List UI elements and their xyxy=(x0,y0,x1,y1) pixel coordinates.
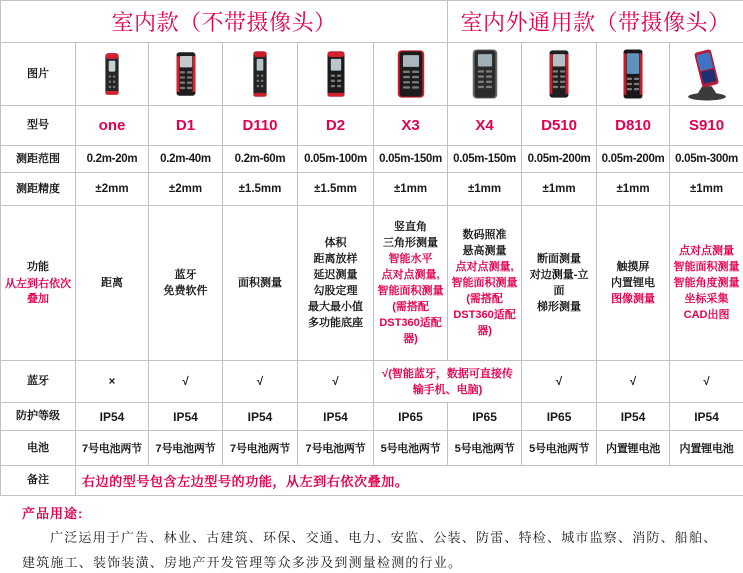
model-name-cell: D510 xyxy=(522,106,597,146)
function-row xyxy=(1,206,743,361)
indoor-category-title: 室内款（不带摄像头） xyxy=(1,1,448,43)
function-item: 对边测量-立 xyxy=(529,269,589,281)
laser-meter-d810-image xyxy=(599,45,667,103)
protection-cell: IP54 xyxy=(149,403,223,431)
function-item: 距离 xyxy=(101,277,123,289)
accuracy-cell: ±2mm xyxy=(149,173,223,206)
function-item: (需搭配 xyxy=(466,293,503,305)
protection-cell: IP54 xyxy=(597,403,670,431)
product-image-cell xyxy=(374,43,448,106)
function-item: 竖直角 xyxy=(394,221,428,233)
function-item: 点对点测量, xyxy=(455,261,514,273)
function-item: 免费软件 xyxy=(163,285,208,297)
range-cell: 0.05m-100m xyxy=(298,146,374,173)
battery-cell: 内置锂电池 xyxy=(597,431,670,466)
model-row-label: 型号 xyxy=(1,106,76,146)
battery-cell: 5号电池两节 xyxy=(522,431,597,466)
bluetooth-cell: √ xyxy=(670,361,743,403)
function-item: 智能角度测量 xyxy=(673,277,740,289)
function-item: 触摸屏 xyxy=(616,261,650,273)
function-cell xyxy=(448,206,522,361)
bluetooth-cell: √ xyxy=(597,361,670,403)
function-item: 面 xyxy=(553,285,565,297)
laser-meter-d510-image xyxy=(525,45,593,103)
battery-cell: 7号电池两节 xyxy=(76,431,149,466)
usage-text-line: 建筑施工、装饰装潢、房地产开发管理等众多涉及到测量检测的行业。 xyxy=(22,555,463,570)
product-image-cell xyxy=(149,43,223,106)
protection-row-label: 防护等级 xyxy=(1,403,76,431)
function-item: 器) xyxy=(477,325,492,337)
accuracy-cell: ±1mm xyxy=(670,173,743,206)
accuracy-cell: ±1.5mm xyxy=(298,173,374,206)
bluetooth-cell: √ xyxy=(522,361,597,403)
function-cell xyxy=(298,206,374,361)
product-image-cell xyxy=(76,43,149,106)
battery-cell: 内置锂电池 xyxy=(670,431,743,466)
function-row-label xyxy=(1,206,76,361)
model-name-cell: S910 xyxy=(670,106,743,146)
function-cell xyxy=(149,206,223,361)
accuracy-cell: ±2mm xyxy=(76,173,149,206)
accuracy-cell: ±1mm xyxy=(522,173,597,206)
range-cell: 0.05m-150m xyxy=(448,146,522,173)
accuracy-row-label: 测距精度 xyxy=(1,173,76,206)
battery-cell: 7号电池两节 xyxy=(223,431,298,466)
laser-meter-d1-image xyxy=(152,45,220,103)
laser-meter-d2-image xyxy=(302,45,370,103)
accuracy-cell: ±1.5mm xyxy=(223,173,298,206)
image-row xyxy=(1,43,743,106)
battery-cell: 5号电池两节 xyxy=(448,431,522,466)
protection-cell: IP54 xyxy=(670,403,743,431)
product-image-cell xyxy=(448,43,522,106)
range-cell: 0.2m-20m xyxy=(76,146,149,173)
function-item: 面积测量 xyxy=(238,277,282,289)
model-row xyxy=(1,106,743,146)
product-image-cell xyxy=(522,43,597,106)
protection-cell: IP54 xyxy=(298,403,374,431)
accuracy-cell: ±1mm xyxy=(374,173,448,206)
bluetooth-row-label: 蓝牙 xyxy=(1,361,76,403)
bluetooth-cell: × xyxy=(76,361,149,403)
range-cell: 0.05m-150m xyxy=(374,146,448,173)
product-image-cell xyxy=(670,43,743,106)
model-name-cell: one xyxy=(76,106,149,146)
function-item: 坐标采集 xyxy=(684,293,729,305)
model-name-cell: X4 xyxy=(448,106,522,146)
laser-meter-s910-image xyxy=(673,45,741,103)
battery-row-label: 电池 xyxy=(1,431,76,466)
outdoor-category-title: 室内外通用款（带摄像头） xyxy=(448,1,743,43)
function-item: 体积 xyxy=(324,237,347,249)
category-header-row xyxy=(1,1,743,43)
product-image-cell xyxy=(298,43,374,106)
usage-text-line: 广泛运用于广告、林业、古建筑、环保、交通、电力、安监、公装、防雷、特检、城市监察、消防、船舶、 xyxy=(50,530,718,545)
function-item: (需搭配 xyxy=(392,301,429,313)
laser-meter-x4-image xyxy=(451,45,519,103)
model-name-cell: X3 xyxy=(374,106,448,146)
range-row xyxy=(1,146,743,173)
smart-bluetooth-text: √(智能蓝牙，数据可直接传 xyxy=(382,367,513,380)
function-item: 勾股定理 xyxy=(313,285,358,297)
product-image-cell xyxy=(223,43,298,106)
function-item: 器) xyxy=(403,333,418,345)
function-cell xyxy=(76,206,149,361)
accuracy-cell: ±1mm xyxy=(597,173,670,206)
battery-row xyxy=(1,431,743,466)
protection-cell: IP65 xyxy=(374,403,448,431)
function-item: 三角形测量 xyxy=(383,237,439,249)
function-item: 断面测量 xyxy=(537,253,582,265)
remark-row xyxy=(1,466,743,496)
bluetooth-cell: √ xyxy=(223,361,298,403)
battery-cell: 5号电池两节 xyxy=(374,431,448,466)
model-name-cell: D810 xyxy=(597,106,670,146)
accuracy-row xyxy=(1,173,743,206)
model-name-cell: D2 xyxy=(298,106,374,146)
function-item: 最大最小值 xyxy=(308,301,363,313)
smart-bluetooth-text: 输手机、电脑) xyxy=(412,383,483,396)
model-name-cell: D1 xyxy=(149,106,223,146)
range-cell: 0.2m-40m xyxy=(149,146,223,173)
range-cell: 0.2m-60m xyxy=(223,146,298,173)
function-item: 蓝牙 xyxy=(174,269,197,281)
range-cell: 0.05m-200m xyxy=(522,146,597,173)
function-label-note: 从左到右依次叠加 xyxy=(5,277,71,305)
comparison-table-body xyxy=(1,43,743,496)
protection-cell: IP65 xyxy=(448,403,522,431)
image-row-label: 图片 xyxy=(1,43,76,106)
function-item: DST360适配 xyxy=(453,309,516,321)
model-name-cell: D110 xyxy=(223,106,298,146)
battery-cell: 7号电池两节 xyxy=(149,431,223,466)
function-item: 内置锂电 xyxy=(611,277,656,289)
battery-cell: 7号电池两节 xyxy=(298,431,374,466)
range-cell: 0.05m-300m xyxy=(670,146,743,173)
laser-meter-one-image xyxy=(78,45,146,103)
range-row-label: 测距范围 xyxy=(1,146,76,173)
function-cell xyxy=(597,206,670,361)
function-item: 智能面积测量 xyxy=(673,261,740,273)
function-item: 悬高测量 xyxy=(462,245,507,257)
function-item: 智能面积测量 xyxy=(377,285,444,297)
bluetooth-cell: √ xyxy=(149,361,223,403)
function-item: 多功能底座 xyxy=(308,317,363,329)
function-item: 智能面积测量 xyxy=(451,277,518,289)
remark-text: 右边的型号包含左边型号的功能，从左到右依次叠加。 xyxy=(76,466,743,496)
function-item: 智能水平 xyxy=(388,253,433,265)
function-cell xyxy=(374,206,448,361)
function-item: 数码照准 xyxy=(462,229,507,241)
accuracy-cell: ±1mm xyxy=(448,173,522,206)
smart-bluetooth-cell xyxy=(374,361,522,403)
protection-cell: IP54 xyxy=(223,403,298,431)
function-label-text: 功能 xyxy=(27,260,49,273)
function-item: 点对点测量 xyxy=(679,245,735,257)
function-item: 点对点测量, xyxy=(381,269,440,281)
function-cell xyxy=(522,206,597,361)
remark-row-label: 备注 xyxy=(1,466,76,496)
laser-meter-d110-image xyxy=(226,45,294,103)
protection-cell: IP65 xyxy=(522,403,597,431)
function-item: 梯形测量 xyxy=(537,301,582,313)
bluetooth-cell: √ xyxy=(298,361,374,403)
function-item: 延迟测量 xyxy=(313,269,358,281)
function-cell xyxy=(223,206,298,361)
bluetooth-row xyxy=(1,361,743,403)
function-cell xyxy=(670,206,743,361)
function-item: 距离放样 xyxy=(313,253,358,265)
laser-meter-x3-image xyxy=(377,45,445,103)
protection-cell: IP54 xyxy=(76,403,149,431)
protection-row xyxy=(1,403,743,431)
usage-title: 产品用途: xyxy=(22,506,84,521)
function-item: CAD出图 xyxy=(683,309,730,321)
function-item: DST360适配 xyxy=(379,317,442,329)
function-item: 图像测量 xyxy=(611,293,656,305)
product-image-cell xyxy=(597,43,670,106)
range-cell: 0.05m-200m xyxy=(597,146,670,173)
